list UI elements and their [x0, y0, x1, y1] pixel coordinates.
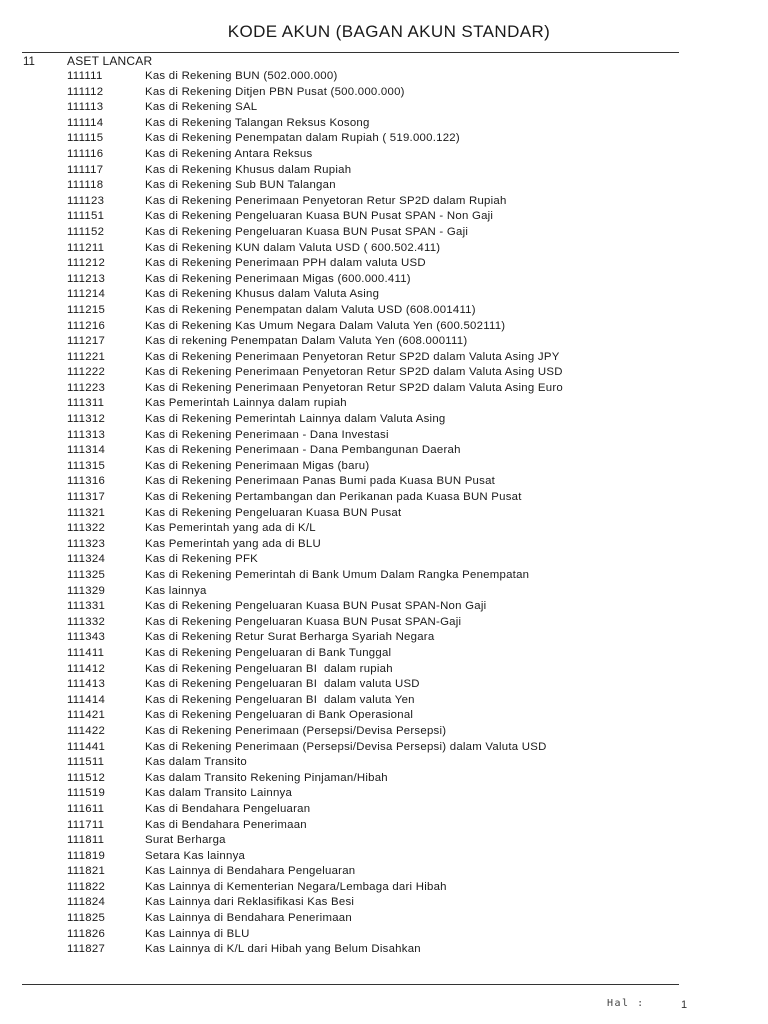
account-name: Kas di Rekening Penerimaan Panas Bumi pada Kuasa BUN Pusat	[145, 475, 496, 488]
account-name: Kas di Rekening Penerimaan Penyetoran Retur SP2D dalam Valuta Asing JPY	[145, 350, 560, 363]
account-code: 111332	[67, 615, 106, 628]
account-row	[0, 755, 768, 771]
account-code: 111413	[67, 678, 106, 691]
account-code: 111821	[67, 865, 106, 878]
account-code: 111826	[67, 927, 106, 940]
account-row	[0, 646, 768, 662]
account-code: 111421	[67, 709, 106, 722]
account-code: 111214	[67, 288, 106, 301]
account-name: Kas di Bendahara Penerimaan	[145, 818, 307, 831]
account-name: Kas Pemerintah yang ada di K/L	[145, 522, 316, 535]
account-code: 111118	[67, 179, 104, 192]
account-code: 111151	[67, 210, 105, 223]
account-row	[0, 225, 768, 241]
account-code: 111311	[67, 397, 105, 410]
account-code: 111217	[67, 335, 106, 348]
group-code: 11	[23, 56, 35, 68]
account-code: 111112	[67, 85, 104, 98]
account-name: Kas Lainnya dari Reklasifikasi Kas Besi	[145, 896, 355, 909]
account-row	[0, 350, 768, 366]
account-row	[0, 178, 768, 194]
account-name: Kas di Rekening Pengeluaran di Bank Operasional	[145, 709, 414, 722]
account-row	[0, 833, 768, 849]
account-name: Kas lainnya	[145, 584, 207, 597]
account-name: Kas di Rekening SAL	[145, 101, 258, 114]
account-name: Kas di Rekening Penerimaan PPH dalam valuta USD	[145, 257, 426, 270]
account-code: 111317	[67, 491, 106, 504]
account-row	[0, 163, 768, 179]
account-name: Kas Lainnya di Kementerian Negara/Lembaga dari Hibah	[145, 880, 447, 893]
account-name: Kas di Rekening Khusus dalam Valuta Asing	[145, 288, 380, 301]
account-name: Kas di Rekening Talangan Reksus Kosong	[145, 116, 370, 129]
account-row	[0, 693, 768, 709]
account-row	[0, 287, 768, 303]
account-code: 111411	[67, 646, 105, 659]
group-name: ASET LANCAR	[67, 54, 153, 68]
account-row	[0, 147, 768, 163]
account-code: 111221	[67, 350, 106, 363]
page-number: 1	[681, 999, 688, 1011]
account-row	[0, 849, 768, 865]
account-row	[0, 864, 768, 880]
account-code: 111223	[67, 381, 106, 394]
account-row	[0, 194, 768, 210]
account-row	[0, 677, 768, 693]
account-row	[0, 584, 768, 600]
account-row	[0, 256, 768, 272]
account-code: 111316	[67, 475, 106, 488]
account-row	[0, 942, 768, 958]
account-row	[0, 116, 768, 132]
account-name: Kas Lainnya di Bendahara Penerimaan	[145, 912, 352, 925]
account-row	[0, 911, 768, 927]
account-code: 111216	[67, 319, 106, 332]
account-code: 111324	[67, 553, 106, 566]
account-row	[0, 381, 768, 397]
account-row	[0, 537, 768, 553]
account-name: Kas Lainnya di K/L dari Hibah yang Belum Disahkan	[145, 943, 421, 956]
account-name: Kas di Rekening PFK	[145, 553, 259, 566]
account-name: Kas di Rekening Retur Surat Berharga Syariah Negara	[145, 631, 435, 644]
page-title: KODE AKUN (BAGAN AKUN STANDAR)	[227, 22, 551, 41]
account-name: Kas dalam Transito Lainnya	[145, 787, 293, 800]
account-code: 111414	[67, 693, 106, 706]
account-name: Kas dalam Transito Rekening Pinjaman/Hibah	[145, 771, 388, 784]
account-code: 111123	[67, 194, 105, 207]
account-code: 111114	[67, 116, 104, 129]
account-code: 111422	[67, 724, 106, 737]
account-name: Kas Pemerintah Lainnya dalam rupiah	[145, 397, 347, 410]
header-divider	[22, 52, 679, 53]
account-name: Kas di Rekening Pemerintah di Bank Umum Dalam Rangka Penempatan	[145, 569, 530, 581]
account-code: 111115	[67, 132, 104, 145]
account-name: Kas di Rekening Penerimaan Migas (600.000.411)	[145, 272, 411, 285]
account-code: 111512	[67, 771, 106, 784]
account-name: Kas di Rekening Penempatan dalam Rupiah ( 519.000.122)	[145, 132, 460, 145]
account-name: Surat Berharga	[145, 834, 226, 847]
account-name: Kas dalam Transito	[145, 756, 247, 769]
account-name: Kas di Rekening Pengeluaran di Bank Tunggal	[145, 646, 392, 659]
account-name: Kas di Rekening Sub BUN Talangan	[145, 179, 336, 192]
account-row	[0, 474, 768, 490]
account-name: Kas di Rekening Penerimaan (Persepsi/Devisa Persepsi) dalam Valuta USD	[145, 740, 547, 753]
account-code: 111111	[67, 70, 103, 82]
account-code: 111212	[67, 257, 106, 270]
account-name: Kas Lainnya di Bendahara Pengeluaran	[145, 865, 356, 878]
account-row	[0, 209, 768, 225]
account-code: 111825	[67, 912, 106, 925]
account-code: 111325	[67, 569, 106, 581]
account-name: Kas di Rekening Pengeluaran Kuasa BUN Pusat	[145, 506, 402, 519]
account-row	[0, 521, 768, 537]
account-row	[0, 459, 768, 475]
account-code: 111113	[67, 101, 104, 114]
footer-divider	[22, 984, 679, 985]
account-row	[0, 927, 768, 943]
account-code: 111827	[67, 943, 106, 956]
account-row	[0, 131, 768, 147]
account-code: 111315	[67, 459, 106, 472]
account-name: Kas di Rekening Penerimaan - Dana Pembangunan Daerah	[145, 444, 461, 457]
account-row	[0, 818, 768, 834]
account-row	[0, 895, 768, 911]
account-code: 111322	[67, 522, 106, 535]
account-name: Kas di Rekening Khusus dalam Rupiah	[145, 163, 352, 176]
account-row	[0, 100, 768, 116]
account-name: Kas Pemerintah yang ada di BLU	[145, 537, 321, 550]
account-code: 111331	[67, 600, 106, 613]
account-name: Kas di Rekening Pengeluaran Kuasa BUN Pusat SPAN - Gaji	[145, 225, 469, 238]
account-row	[0, 365, 768, 381]
account-row	[0, 630, 768, 646]
account-code: 111116	[67, 147, 104, 160]
account-row	[0, 412, 768, 428]
account-name: Kas di Rekening Penerimaan - Dana Investasi	[145, 428, 389, 441]
page-label: Hal :	[607, 998, 645, 1009]
account-row	[0, 490, 768, 506]
account-name: Kas di Rekening Pengeluaran Kuasa BUN Pusat SPAN-Gaji	[145, 615, 462, 628]
account-name: Kas di Rekening BUN (502.000.000)	[145, 70, 338, 82]
account-code: 111321	[67, 506, 106, 519]
account-name: Kas di Rekening KUN dalam Valuta USD ( 600.502.411)	[145, 241, 441, 254]
account-name: Kas di Rekening Penerimaan Penyetoran Retur SP2D dalam Rupiah	[145, 194, 507, 207]
account-row	[0, 552, 768, 568]
account-row	[0, 662, 768, 678]
account-code: 111822	[67, 880, 106, 893]
account-row	[0, 568, 768, 584]
account-row	[0, 443, 768, 459]
account-row	[0, 334, 768, 350]
account-code: 111211	[67, 241, 105, 254]
account-name: Kas di Rekening Pemerintah Lainnya dalam Valuta Asing	[145, 413, 446, 426]
account-row	[0, 771, 768, 787]
account-row	[0, 428, 768, 444]
account-row	[0, 724, 768, 740]
account-name: Kas di rekening Penempatan Dalam Valuta Yen (608.000111)	[145, 335, 468, 348]
account-name: Kas di Rekening Penerimaan Penyetoran Retur SP2D dalam Valuta Asing USD	[145, 366, 563, 379]
account-code: 111213	[67, 272, 106, 285]
account-name: Kas di Rekening Kas Umum Negara Dalam Valuta Yen (600.502111)	[145, 319, 506, 332]
account-code: 111711	[67, 818, 105, 831]
account-code: 111314	[67, 444, 106, 457]
account-name: Kas di Rekening Pengeluaran Kuasa BUN Pusat SPAN - Non Gaji	[145, 210, 494, 223]
account-code: 111811	[67, 834, 105, 847]
account-name: Kas di Rekening Antara Reksus	[145, 147, 313, 160]
account-code: 111152	[67, 225, 105, 238]
account-row	[0, 506, 768, 522]
account-row	[0, 303, 768, 319]
account-code: 111441	[67, 740, 106, 753]
account-code: 111511	[67, 756, 105, 769]
account-code: 111611	[67, 802, 105, 815]
account-name: Kas di Rekening Pengeluaran BI dalam valuta Yen	[145, 693, 415, 706]
account-code: 111824	[67, 896, 106, 909]
account-row	[0, 272, 768, 288]
account-row	[0, 708, 768, 724]
account-row	[0, 241, 768, 257]
account-name: Kas di Rekening Pengeluaran BI dalam valuta USD	[145, 678, 420, 691]
account-code: 111323	[67, 537, 106, 550]
account-code: 111117	[67, 163, 104, 176]
account-code: 111312	[67, 413, 106, 426]
account-row	[0, 786, 768, 802]
account-name: Kas di Rekening Penerimaan Migas (baru)	[145, 459, 370, 472]
account-row	[0, 396, 768, 412]
account-code: 111215	[67, 303, 106, 316]
account-row	[0, 615, 768, 631]
account-name: Kas di Rekening Penerimaan Penyetoran Retur SP2D dalam Valuta Asing Euro	[145, 381, 563, 394]
account-name: Kas di Rekening Pengeluaran Kuasa BUN Pusat SPAN-Non Gaji	[145, 600, 487, 613]
account-row	[0, 319, 768, 335]
account-code: 111343	[67, 631, 106, 644]
account-row	[0, 740, 768, 756]
account-code: 111819	[67, 849, 106, 862]
account-name: Kas di Rekening Pertambangan dan Perikanan pada Kuasa BUN Pusat	[145, 491, 522, 504]
account-name: Setara Kas lainnya	[145, 849, 246, 862]
account-code: 111412	[67, 662, 106, 675]
account-list	[0, 69, 768, 958]
account-name: Kas Lainnya di BLU	[145, 927, 250, 940]
account-name: Kas di Rekening Ditjen PBN Pusat (500.000.000)	[145, 85, 405, 98]
account-row	[0, 85, 768, 101]
account-row	[0, 69, 768, 85]
account-name: Kas di Rekening Penempatan dalam Valuta USD (608.001411)	[145, 303, 476, 316]
account-code: 111519	[67, 787, 106, 800]
account-code: 111222	[67, 366, 106, 379]
account-name: Kas di Rekening Penerimaan (Persepsi/Devisa Persepsi)	[145, 724, 447, 737]
account-row	[0, 599, 768, 615]
account-name: Kas di Rekening Pengeluaran BI dalam rupiah	[145, 662, 393, 675]
account-row	[0, 802, 768, 818]
account-row	[0, 880, 768, 896]
account-code: 111313	[67, 428, 106, 441]
account-code: 111329	[67, 584, 106, 597]
account-name: Kas di Bendahara Pengeluaran	[145, 802, 311, 815]
